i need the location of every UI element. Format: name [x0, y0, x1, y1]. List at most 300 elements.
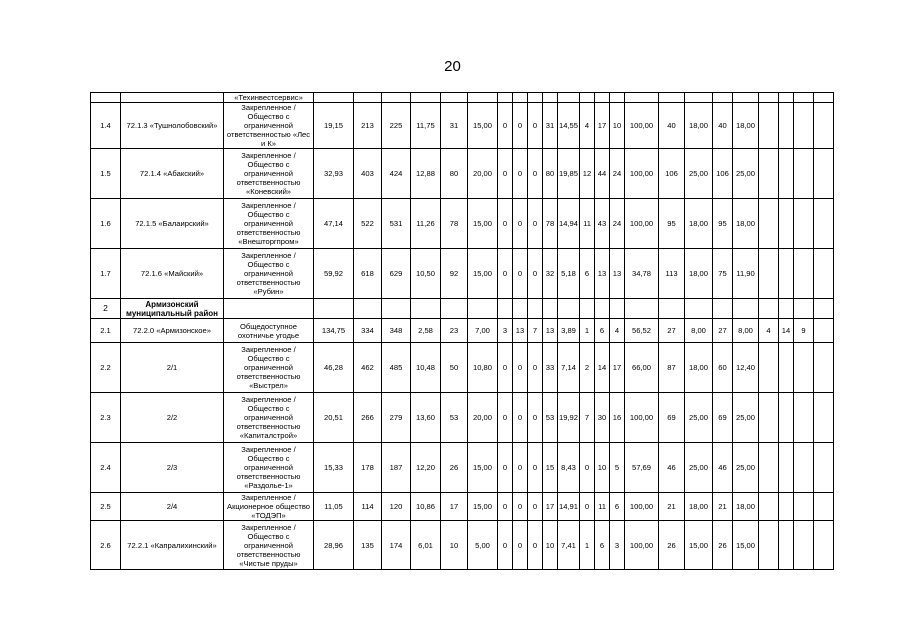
value-cell: 53: [543, 393, 558, 443]
row-number-cell: 2.2: [91, 343, 121, 393]
value-cell: 26: [713, 521, 733, 570]
value-cell: 1: [580, 521, 595, 570]
value-cell: 21: [713, 493, 733, 521]
value-cell: 0: [498, 249, 513, 299]
value-cell: [498, 299, 513, 319]
value-cell: 16: [610, 393, 625, 443]
value-cell: 0: [580, 443, 595, 493]
cell: [713, 93, 733, 103]
value-cell: 66,00: [625, 343, 659, 393]
value-cell: 23: [441, 319, 468, 343]
value-cell: [794, 149, 814, 199]
cell: [814, 199, 834, 249]
value-cell: 17: [595, 103, 610, 149]
cell: [814, 149, 834, 199]
owner-cell: [224, 299, 314, 319]
value-cell: 20,51: [314, 393, 354, 443]
ground-name-cell: 2/2: [121, 393, 224, 443]
value-cell: 25,00: [685, 393, 713, 443]
value-cell: 187: [382, 443, 411, 493]
value-cell: 6: [580, 249, 595, 299]
value-cell: 174: [382, 521, 411, 570]
value-cell: 26: [441, 443, 468, 493]
value-cell: 2: [580, 343, 595, 393]
value-cell: [354, 299, 382, 319]
value-cell: 78: [543, 199, 558, 249]
value-cell: 2,58: [411, 319, 441, 343]
value-cell: 18,00: [685, 249, 713, 299]
value-cell: 24: [610, 199, 625, 249]
value-cell: [685, 299, 713, 319]
value-cell: 8,43: [558, 443, 580, 493]
value-cell: 100,00: [625, 199, 659, 249]
value-cell: 95: [713, 199, 733, 249]
value-cell: 10,80: [468, 343, 498, 393]
cell: [121, 93, 224, 103]
value-cell: 14,94: [558, 199, 580, 249]
owner-cell: Общедоступное охотничье угодье: [224, 319, 314, 343]
cell: [814, 249, 834, 299]
cell: [595, 93, 610, 103]
value-cell: 80: [543, 149, 558, 199]
cell: [814, 103, 834, 149]
value-cell: 11: [595, 493, 610, 521]
cell: [814, 93, 834, 103]
value-cell: 10,86: [411, 493, 441, 521]
value-cell: 11,05: [314, 493, 354, 521]
value-cell: [779, 443, 794, 493]
value-cell: 10: [441, 521, 468, 570]
value-cell: 59,92: [314, 249, 354, 299]
value-cell: 25,00: [685, 149, 713, 199]
value-cell: [779, 493, 794, 521]
value-cell: 69: [659, 393, 685, 443]
row-number-cell: 2.6: [91, 521, 121, 570]
value-cell: 15,00: [685, 521, 713, 570]
cell: [814, 493, 834, 521]
value-cell: [610, 299, 625, 319]
table-row: [91, 443, 834, 493]
value-cell: 13,60: [411, 393, 441, 443]
value-cell: 100,00: [625, 521, 659, 570]
value-cell: 40: [713, 103, 733, 149]
value-cell: 522: [354, 199, 382, 249]
row-number-cell: 2.1: [91, 319, 121, 343]
table-row: [91, 199, 834, 249]
value-cell: 0: [528, 521, 543, 570]
value-cell: 4: [610, 319, 625, 343]
value-cell: 15: [543, 443, 558, 493]
top-fragment-row: [91, 93, 834, 103]
value-cell: [759, 249, 779, 299]
value-cell: 0: [528, 343, 543, 393]
value-cell: 46: [713, 443, 733, 493]
value-cell: [779, 249, 794, 299]
ground-name-cell: 72.1.3 «Тушнолобовский»: [121, 103, 224, 149]
cell: [685, 93, 713, 103]
value-cell: 403: [354, 149, 382, 199]
value-cell: 100,00: [625, 149, 659, 199]
value-cell: [759, 393, 779, 443]
value-cell: 43: [595, 199, 610, 249]
value-cell: 0: [513, 443, 528, 493]
value-cell: 485: [382, 343, 411, 393]
cell: [528, 93, 543, 103]
value-cell: [441, 299, 468, 319]
value-cell: 95: [659, 199, 685, 249]
cell: [498, 93, 513, 103]
cell: [814, 521, 834, 570]
value-cell: 11,26: [411, 199, 441, 249]
value-cell: 17: [610, 343, 625, 393]
value-cell: [713, 299, 733, 319]
value-cell: 6,01: [411, 521, 441, 570]
value-cell: 46: [659, 443, 685, 493]
ground-name-cell: 2/4: [121, 493, 224, 521]
value-cell: 14: [779, 319, 794, 343]
value-cell: [595, 299, 610, 319]
value-cell: [759, 343, 779, 393]
owner-cell: Закрепленное / Общество с ограниченной ответственностью «Чистые пруды»: [224, 521, 314, 570]
owner-cell: Закрепленное / Общество с ограниченной ответственностью «Коневский»: [224, 149, 314, 199]
cell: [625, 93, 659, 103]
value-cell: 0: [498, 393, 513, 443]
value-cell: 75: [713, 249, 733, 299]
value-cell: 13: [513, 319, 528, 343]
value-cell: 18,00: [733, 103, 759, 149]
value-cell: 135: [354, 521, 382, 570]
value-cell: 462: [354, 343, 382, 393]
value-cell: 629: [382, 249, 411, 299]
value-cell: [759, 149, 779, 199]
value-cell: 15,00: [468, 103, 498, 149]
value-cell: [759, 521, 779, 570]
value-cell: [759, 103, 779, 149]
value-cell: 28,96: [314, 521, 354, 570]
value-cell: 100,00: [625, 393, 659, 443]
value-cell: 25,00: [733, 149, 759, 199]
value-cell: 15,00: [468, 249, 498, 299]
value-cell: 18,00: [685, 103, 713, 149]
value-cell: 15,00: [468, 493, 498, 521]
value-cell: 6: [595, 319, 610, 343]
row-number-cell: 1.7: [91, 249, 121, 299]
value-cell: 11: [580, 199, 595, 249]
value-cell: [411, 299, 441, 319]
ground-name-cell: Армизонский муниципальный район: [121, 299, 224, 319]
row-number-cell: 1.4: [91, 103, 121, 149]
value-cell: 13: [595, 249, 610, 299]
ground-name-cell: 72.1.5 «Балаирский»: [121, 199, 224, 249]
cell: [814, 393, 834, 443]
value-cell: 113: [659, 249, 685, 299]
value-cell: 18,00: [685, 199, 713, 249]
table-row: [91, 393, 834, 443]
table-body: [91, 93, 834, 570]
value-cell: 0: [498, 103, 513, 149]
value-cell: [543, 299, 558, 319]
value-cell: 34,78: [625, 249, 659, 299]
owner-cell: Закрепленное / Общество с ограниченной ответственностью «Внешторгпром»: [224, 199, 314, 249]
value-cell: 18,00: [733, 199, 759, 249]
value-cell: [513, 299, 528, 319]
value-cell: 78: [441, 199, 468, 249]
value-cell: 53: [441, 393, 468, 443]
table-row: [91, 521, 834, 570]
value-cell: [794, 299, 814, 319]
value-cell: 10: [610, 103, 625, 149]
row-number-cell: 1.6: [91, 199, 121, 249]
value-cell: 12,40: [733, 343, 759, 393]
value-cell: 0: [528, 249, 543, 299]
cell: [382, 93, 411, 103]
value-cell: [759, 299, 779, 319]
value-cell: 618: [354, 249, 382, 299]
value-cell: [794, 343, 814, 393]
value-cell: 0: [528, 393, 543, 443]
value-cell: 0: [528, 149, 543, 199]
value-cell: 14: [595, 343, 610, 393]
value-cell: 19,85: [558, 149, 580, 199]
value-cell: 213: [354, 103, 382, 149]
ground-name-cell: 72.1.4 «Абакский»: [121, 149, 224, 199]
value-cell: [314, 299, 354, 319]
value-cell: [794, 199, 814, 249]
cell: [814, 343, 834, 393]
cell: [794, 93, 814, 103]
value-cell: 15,00: [733, 521, 759, 570]
value-cell: 1: [580, 319, 595, 343]
cell: [441, 93, 468, 103]
cell: [91, 93, 121, 103]
value-cell: 334: [354, 319, 382, 343]
value-cell: 10: [595, 443, 610, 493]
table-row: [91, 319, 834, 343]
value-cell: 0: [498, 343, 513, 393]
value-cell: 10,48: [411, 343, 441, 393]
value-cell: 60: [713, 343, 733, 393]
owner-cell: Закрепленное / Общество с ограниченной ответственностью «Выстрел»: [224, 343, 314, 393]
value-cell: [794, 493, 814, 521]
value-cell: 26: [659, 521, 685, 570]
value-cell: [558, 299, 580, 319]
value-cell: 50: [441, 343, 468, 393]
value-cell: 0: [528, 199, 543, 249]
value-cell: 8,00: [685, 319, 713, 343]
cell: [354, 93, 382, 103]
hunting-grounds-table: [90, 92, 834, 570]
value-cell: [779, 199, 794, 249]
value-cell: [528, 299, 543, 319]
value-cell: 0: [513, 149, 528, 199]
cell: [610, 93, 625, 103]
value-cell: 0: [513, 343, 528, 393]
value-cell: [779, 149, 794, 199]
value-cell: 25,00: [685, 443, 713, 493]
value-cell: 0: [528, 443, 543, 493]
value-cell: [625, 299, 659, 319]
value-cell: 7,14: [558, 343, 580, 393]
row-number-cell: 2.3: [91, 393, 121, 443]
value-cell: 20,00: [468, 393, 498, 443]
value-cell: 100,00: [625, 493, 659, 521]
table-row: [91, 149, 834, 199]
row-number-cell: 2.4: [91, 443, 121, 493]
value-cell: 14,91: [558, 493, 580, 521]
value-cell: 32,93: [314, 149, 354, 199]
value-cell: 15,00: [468, 199, 498, 249]
table-row: [91, 343, 834, 393]
value-cell: 19,92: [558, 393, 580, 443]
value-cell: 348: [382, 319, 411, 343]
value-cell: 10,50: [411, 249, 441, 299]
value-cell: 18,00: [685, 343, 713, 393]
value-cell: 47,14: [314, 199, 354, 249]
value-cell: 0: [498, 493, 513, 521]
value-cell: 15,00: [468, 443, 498, 493]
owner-cell: Закрепленное / Акционерное общество «ТОДЭП»: [224, 493, 314, 521]
value-cell: 0: [498, 199, 513, 249]
cell: [659, 93, 685, 103]
value-cell: 4: [759, 319, 779, 343]
value-cell: 0: [513, 103, 528, 149]
ground-name-cell: 72.2.0 «Армизонское»: [121, 319, 224, 343]
row-number-cell: 2.5: [91, 493, 121, 521]
value-cell: 106: [713, 149, 733, 199]
value-cell: 15,33: [314, 443, 354, 493]
value-cell: [759, 199, 779, 249]
value-cell: [382, 299, 411, 319]
value-cell: [779, 103, 794, 149]
value-cell: 14,55: [558, 103, 580, 149]
value-cell: 531: [382, 199, 411, 249]
value-cell: 57,69: [625, 443, 659, 493]
value-cell: 5: [610, 443, 625, 493]
value-cell: [794, 103, 814, 149]
cell: [759, 93, 779, 103]
value-cell: [794, 443, 814, 493]
value-cell: [468, 299, 498, 319]
value-cell: [759, 443, 779, 493]
value-cell: 27: [659, 319, 685, 343]
value-cell: 4: [580, 103, 595, 149]
cell: [411, 93, 441, 103]
cell: [814, 319, 834, 343]
table-row: [91, 103, 834, 149]
value-cell: 27: [713, 319, 733, 343]
value-cell: 20,00: [468, 149, 498, 199]
value-cell: [580, 299, 595, 319]
owner-cell: Закрепленное / Общество с ограниченной ответственностью «Капиталстрой»: [224, 393, 314, 443]
value-cell: 225: [382, 103, 411, 149]
value-cell: 13: [610, 249, 625, 299]
value-cell: 114: [354, 493, 382, 521]
value-cell: 7: [580, 393, 595, 443]
value-cell: 0: [498, 521, 513, 570]
value-cell: 0: [513, 493, 528, 521]
page-number: 20: [444, 58, 461, 75]
value-cell: 3: [610, 521, 625, 570]
value-cell: [759, 493, 779, 521]
value-cell: 106: [659, 149, 685, 199]
ground-name-cell: 2/3: [121, 443, 224, 493]
value-cell: [659, 299, 685, 319]
value-cell: 7,00: [468, 319, 498, 343]
value-cell: 0: [498, 443, 513, 493]
cell: [580, 93, 595, 103]
value-cell: [794, 393, 814, 443]
value-cell: 0: [528, 103, 543, 149]
value-cell: [779, 521, 794, 570]
value-cell: 424: [382, 149, 411, 199]
value-cell: 0: [513, 393, 528, 443]
value-cell: 0: [513, 521, 528, 570]
value-cell: [794, 521, 814, 570]
owner-cell: Закрепленное / Общество с ограниченной ответственностью «Раздолье-1»: [224, 443, 314, 493]
value-cell: 40: [659, 103, 685, 149]
value-cell: 7,41: [558, 521, 580, 570]
cell: [513, 93, 528, 103]
value-cell: 13: [543, 319, 558, 343]
value-cell: 11,75: [411, 103, 441, 149]
value-cell: 100,00: [625, 103, 659, 149]
cell: [468, 93, 498, 103]
cell: [558, 93, 580, 103]
value-cell: 12,20: [411, 443, 441, 493]
value-cell: 18,00: [733, 493, 759, 521]
cell: [779, 93, 794, 103]
owner-cell: Закрепленное / Общество с ограниченной ответственностью «Рубин»: [224, 249, 314, 299]
top-fragment-cell: «Техинвестсервис»: [224, 93, 314, 103]
value-cell: 0: [513, 199, 528, 249]
value-cell: [779, 343, 794, 393]
value-cell: 6: [595, 521, 610, 570]
ground-name-cell: 72.1.6 «Майский»: [121, 249, 224, 299]
cell: [314, 93, 354, 103]
value-cell: 18,00: [685, 493, 713, 521]
table-row: [91, 249, 834, 299]
value-cell: 5,18: [558, 249, 580, 299]
value-cell: 0: [513, 249, 528, 299]
value-cell: 8,00: [733, 319, 759, 343]
cell: [543, 93, 558, 103]
section-row: [91, 299, 834, 319]
row-number-cell: 2: [91, 299, 121, 319]
value-cell: 24: [610, 149, 625, 199]
value-cell: 5,00: [468, 521, 498, 570]
value-cell: 56,52: [625, 319, 659, 343]
value-cell: 3,89: [558, 319, 580, 343]
value-cell: 134,75: [314, 319, 354, 343]
table-row: [91, 493, 834, 521]
cell: [814, 299, 834, 319]
value-cell: 10: [543, 521, 558, 570]
ground-name-cell: 2/1: [121, 343, 224, 393]
ground-name-cell: 72.2.1 «Капралихинский»: [121, 521, 224, 570]
value-cell: [733, 299, 759, 319]
value-cell: 30: [595, 393, 610, 443]
value-cell: 12: [580, 149, 595, 199]
value-cell: 7: [528, 319, 543, 343]
value-cell: 0: [498, 149, 513, 199]
value-cell: 279: [382, 393, 411, 443]
value-cell: 0: [528, 493, 543, 521]
value-cell: 178: [354, 443, 382, 493]
value-cell: 46,28: [314, 343, 354, 393]
value-cell: 21: [659, 493, 685, 521]
value-cell: 33: [543, 343, 558, 393]
cell: [814, 443, 834, 493]
